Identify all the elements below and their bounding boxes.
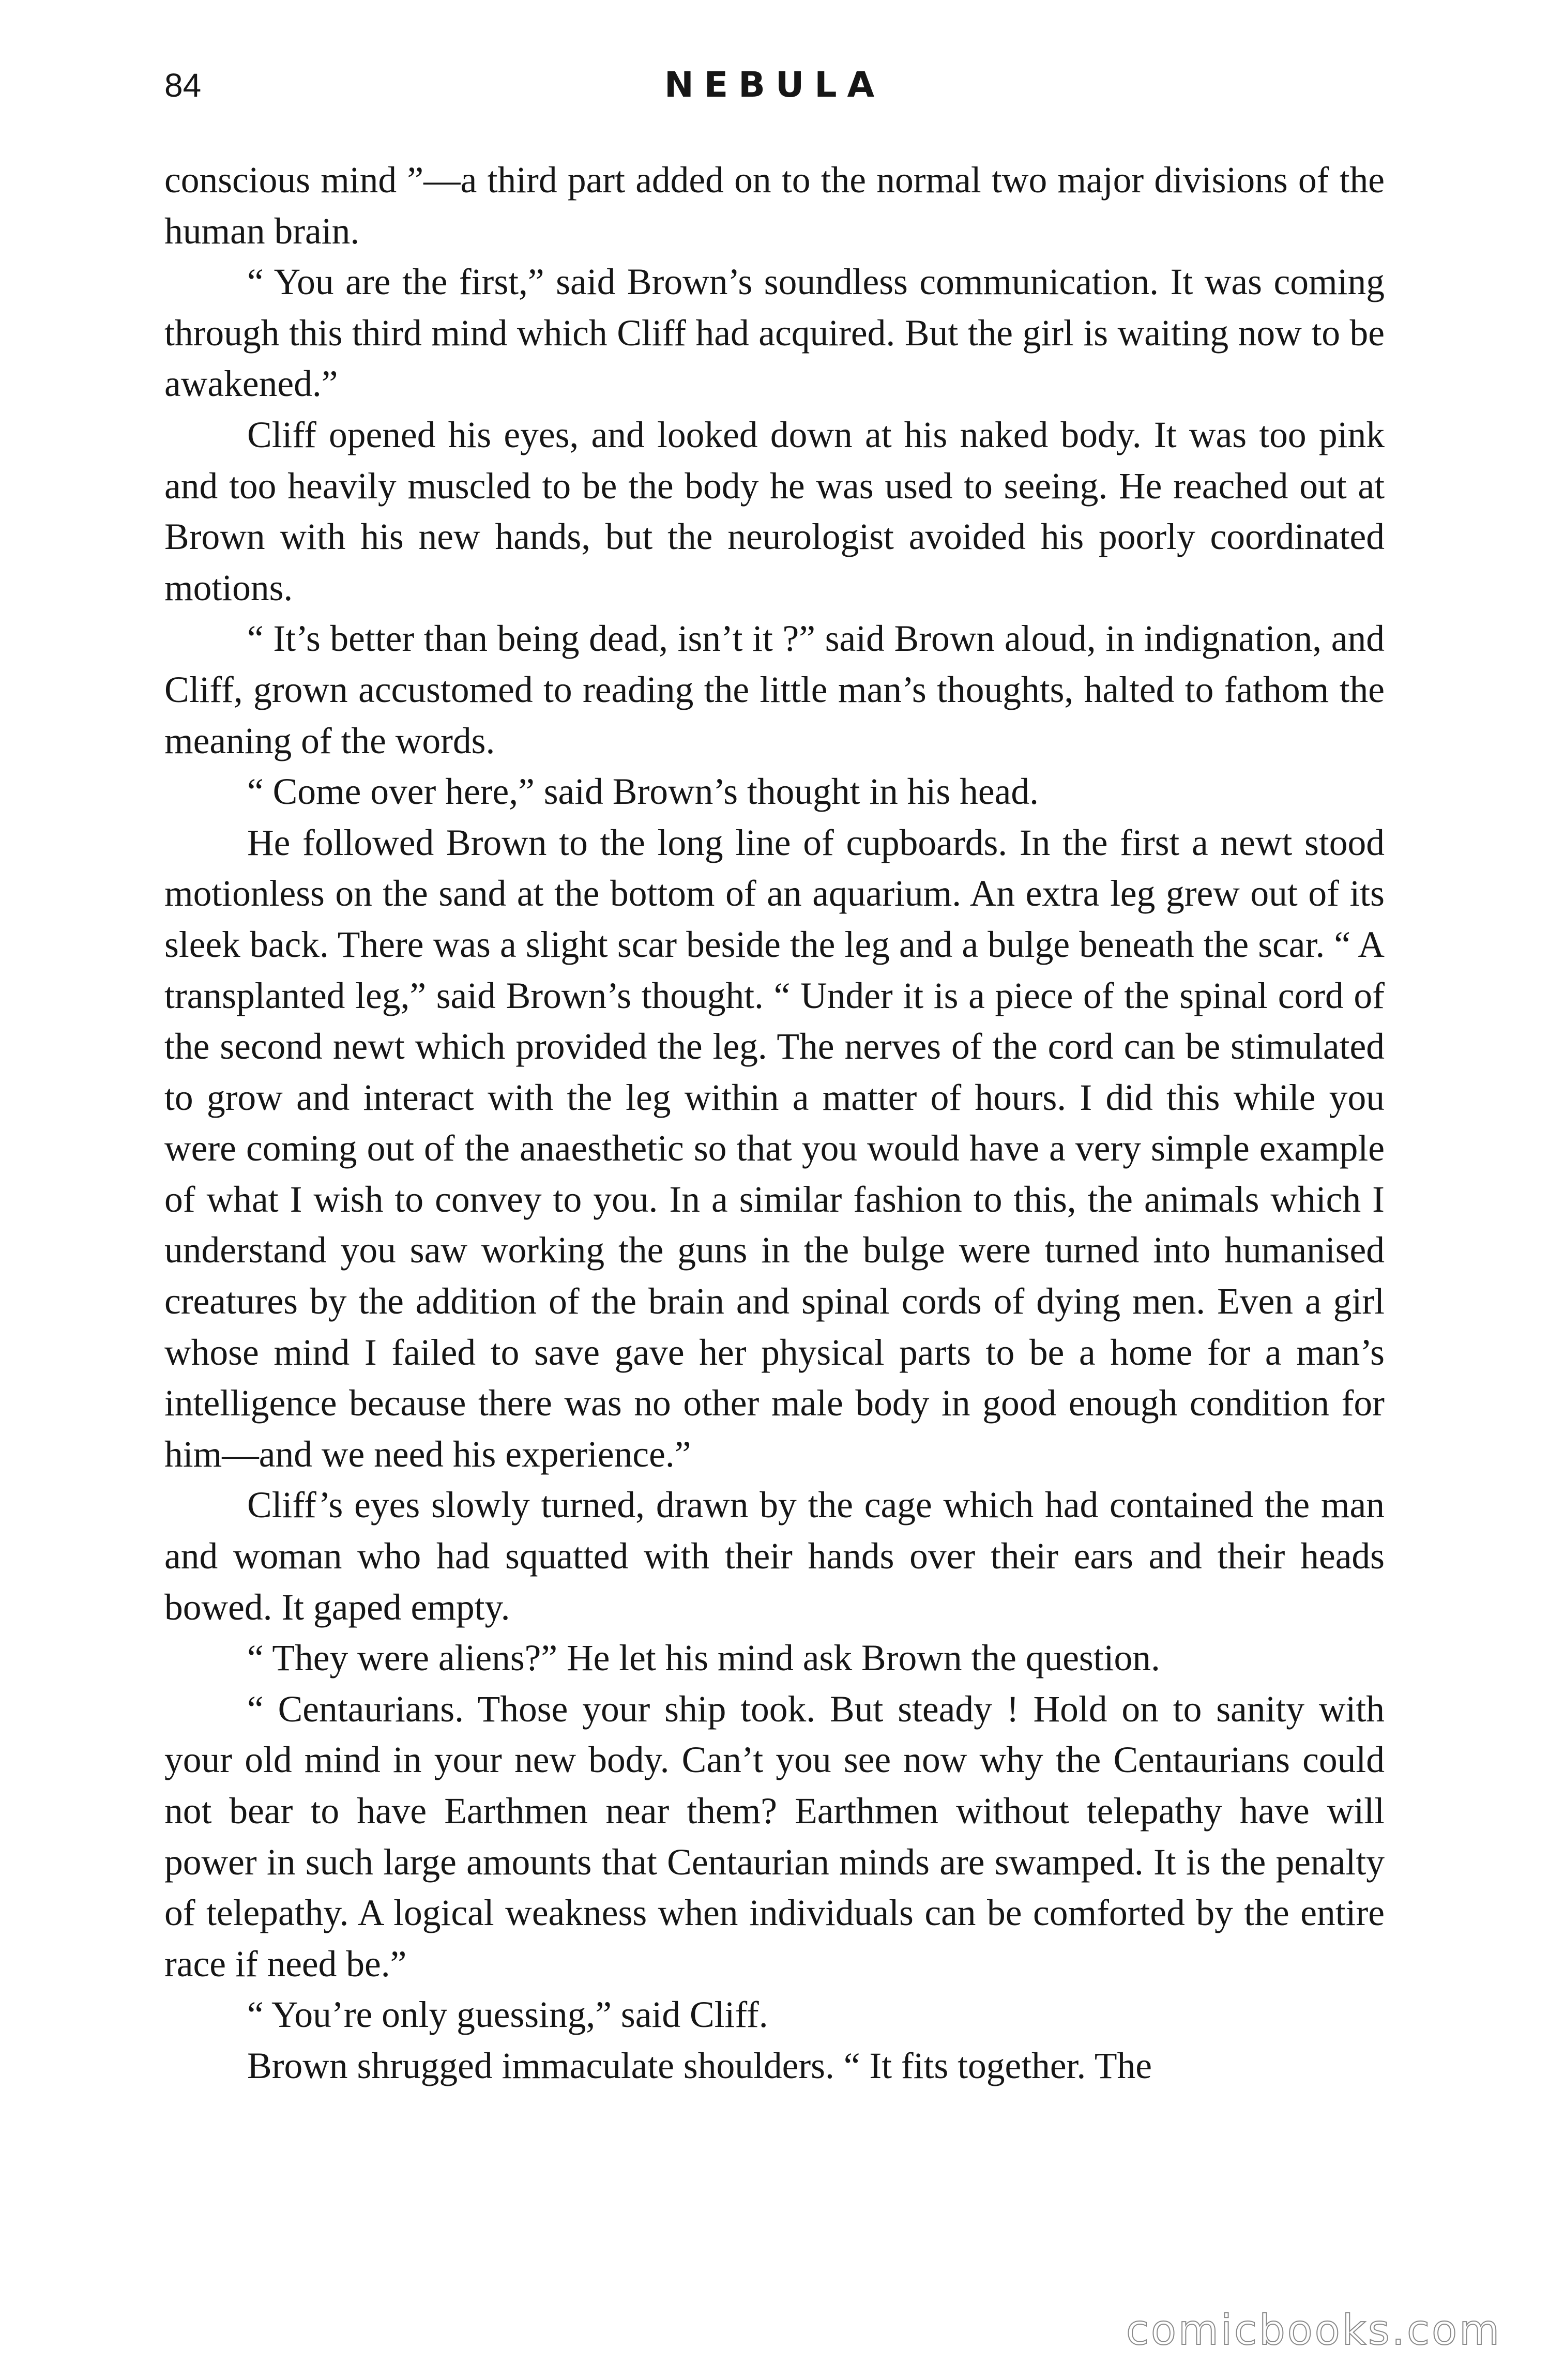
paragraph: “ You’re only guessing,” said Cliff. [247, 1994, 768, 2036]
body-text [164, 155, 1385, 2092]
paragraph: “ It’s better than being dead, isn’t it ?” said Brown aloud, in indignation, and Cliff, grown accustomed to reading the little man’s thoughts, halted to fathom the meaning of the words. [164, 618, 1385, 761]
paragraph: Cliff’s eyes slowly turned, drawn by the cage which had contained the man and woman who had squatted with their hands over their ears and their heads bowed. It gaped empty. [164, 1485, 1385, 1628]
paragraph: “ You are the first,” said Brown’s soundless communication. It was coming through this third mind which Cliff had acquired. But the girl is waiting now to be awakened.” [164, 262, 1385, 405]
page-number: 84 [164, 67, 202, 104]
paragraph: Brown shrugged immaculate shoulders. “ It fits together. The [247, 2045, 1152, 2086]
paragraph: conscious mind ”—a third part added on to the normal two major divisions of the human brain. [164, 160, 1385, 252]
paragraph: “ Come over here,” said Brown’s thought in his head. [247, 771, 1039, 813]
paragraph: “ They were aliens?” He let his mind ask Brown the question. [247, 1638, 1160, 1679]
watermark: comicbooks.com [1126, 2306, 1501, 2354]
paragraph: “ Centaurians. Those your ship took. But steady ! Hold on to sanity with your old mind in your new body. Can’t you see now why the Centaurians could not bear to have Earthmen near them? Earthmen without telepathy have will power in such large amounts that Centaurian minds are swamped. It is the penalty of telepathy. A logical weakness when individuals can be comforted by the entire race if need be.” [164, 1688, 1385, 1985]
paragraph: He followed Brown to the long line of cupboards. In the first a newt stood motionless on the sand at the bottom of an aquarium. An extra leg grew out of its sleek back. There was a slight scar beside the leg and a bulge beneath the scar. “ A transplanted leg,” said Brown’s thought. “ Under it is a piece of the spinal cord of the second newt which provided the leg. The nerves of the cord can be stimulated to grow and interact with the leg within a matter of hours. I did this while you were coming out of the anaesthetic so that you would have a very simple example of what I wish to convey to you. In a similar fashion to this, the animals which I understand you saw working the guns in the bulge were turned into humanised creatures by the addition of the brain and spinal cords of dying men. Even a girl whose mind I failed to save gave her physical parts to be a home for a man’s intelligence because there was no other male body in good enough condition for him—and we need his experience.” [164, 822, 1385, 1475]
running-head: NEBULA [664, 65, 885, 105]
paragraph: Cliff opened his eyes, and looked down at his naked body. It was too pink and too heavily muscled to be the body he was used to seeing. He reached out at Brown with his new hands, but the neurologist avoided his poorly coordinated motions. [164, 414, 1385, 608]
page-header [164, 62, 1385, 109]
